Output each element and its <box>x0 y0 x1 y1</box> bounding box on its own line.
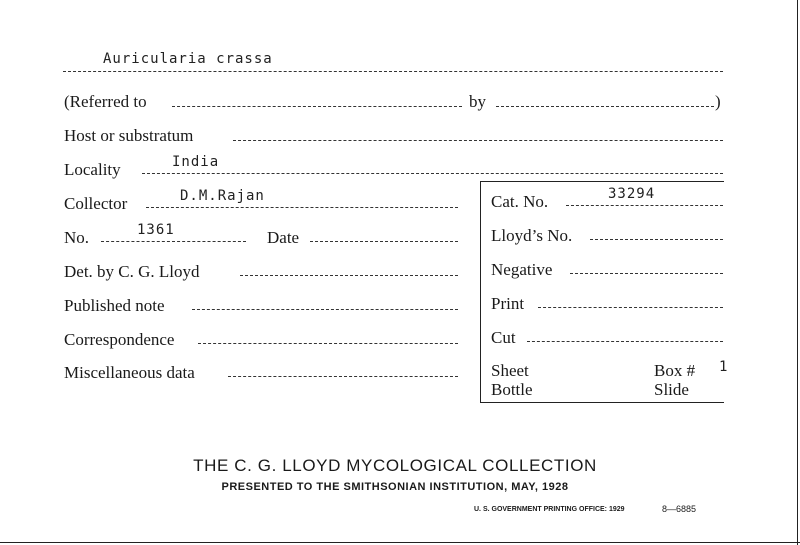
collection-title: THE C. G. LLOYD MYCOLOGICAL COLLECTION <box>193 456 597 475</box>
referred-to-line <box>172 106 462 107</box>
miscellaneous-line <box>228 376 458 377</box>
collector-label: Collector <box>64 194 128 213</box>
bottle-label: Bottle <box>491 380 533 399</box>
referred-to-label: (Referred to <box>64 92 147 111</box>
no-label: No. <box>64 228 90 247</box>
cat-no-label: Cat. No. <box>491 192 549 211</box>
box-number-value: 1 <box>719 359 729 375</box>
form-number: 8—6885 <box>662 504 697 514</box>
correspondence-line <box>198 343 458 344</box>
det-by-line <box>240 275 458 276</box>
slide-label: Slide <box>654 380 689 399</box>
collector-value: D.M.Rajan <box>180 188 265 204</box>
cut-line <box>527 341 723 342</box>
specimen-name-line <box>63 71 723 72</box>
correspondence-label: Correspondence <box>64 330 175 349</box>
specimen-name: Auricularia crassa <box>103 51 273 67</box>
print-label: Print <box>491 294 525 313</box>
print-line <box>538 307 723 308</box>
miscellaneous-label: Miscellaneous data <box>64 363 195 382</box>
collector-line <box>146 207 458 208</box>
box-label: Box # <box>654 361 696 380</box>
by-line <box>496 106 714 107</box>
card-right-edge <box>797 0 798 545</box>
locality-value: India <box>172 154 220 170</box>
lloyds-no-line <box>590 239 723 240</box>
no-value: 1361 <box>137 222 175 238</box>
printing-office-note: U. S. GOVERNMENT PRINTING OFFICE: 1929 <box>474 506 625 513</box>
negative-line <box>570 273 723 274</box>
locality-label: Locality <box>64 160 121 179</box>
cat-no-value: 33294 <box>608 186 656 202</box>
det-by-label: Det. by C. G. Lloyd <box>64 262 200 281</box>
published-note-label: Published note <box>64 296 165 315</box>
date-label: Date <box>267 228 300 247</box>
by-label: by <box>469 92 486 111</box>
no-line <box>101 241 246 242</box>
sheet-label: Sheet <box>491 361 529 380</box>
collection-subtitle: PRESENTED TO THE SMITHSONIAN INSTITUTION, MAY, 1928 <box>221 481 569 493</box>
card-bottom-edge <box>0 542 800 543</box>
locality-line <box>142 173 723 174</box>
close-paren: ) <box>715 92 721 111</box>
date-line <box>310 241 458 242</box>
cut-label: Cut <box>491 328 516 347</box>
host-label: Host or substratum <box>64 126 194 145</box>
cat-no-line <box>566 205 723 206</box>
host-line <box>233 140 723 141</box>
published-note-line <box>192 309 458 310</box>
negative-label: Negative <box>491 260 553 279</box>
lloyds-no-label: Lloyd’s No. <box>491 226 573 245</box>
